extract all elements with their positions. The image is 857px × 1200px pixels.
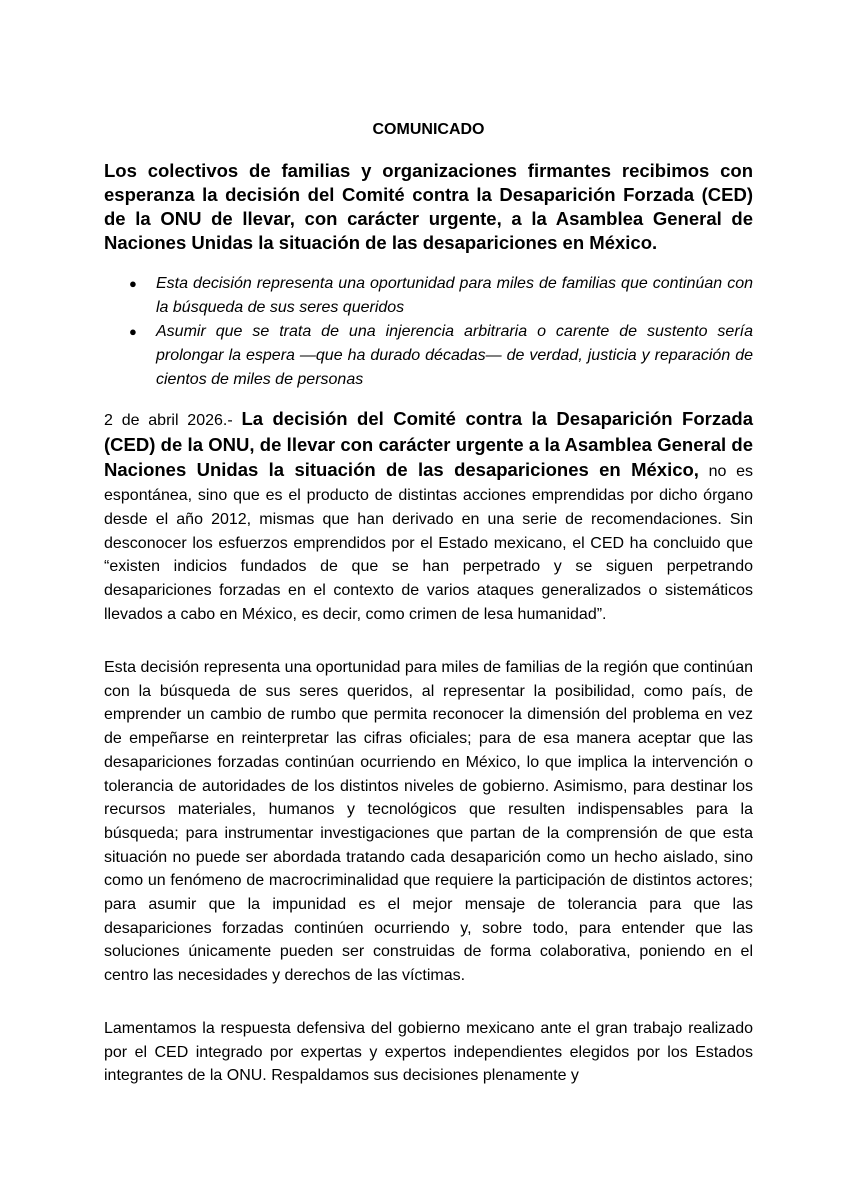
bullet-icon: ●: [129, 276, 137, 291]
paragraph-2: Esta decisión representa una oportunidad para miles de familias de la región que continúan con la búsqueda de sus seres queridos, al representar la posibilidad, como país, de emprender un cambio de rumbo que permita reconocer la dimensión del problema en vez de empeñarse en reinterpretar las cifras oficiales; para de esa manera aceptar que las desapariciones forzadas continúan ocurriendo en México, lo que implica la intervención o tolerancia de autoridades de los distintos niveles de gobierno. Asimismo, para destinar los recursos materiales, humanos y tecnológicos que resulten indispensables para la búsqueda; para instrumentar investigaciones que partan de la comprensión de que esta situación no puede ser abordada tratando cada desaparición como un hecho aislado, sino como un fenómeno de macrocriminalidad que requiere la participación de distintos actores; para asumir que la impunidad es el mejor mensaje de tolerancia para que las desapariciones forzadas continúen ocurriendo y, sobre todo, para entender que las soluciones únicamente pueden ser construidas de forma colaborativa, poniendo en el centro las necesidades y derechos de las víctimas.: [104, 659, 753, 985]
bullet-item: [104, 272, 753, 320]
bullet-text: Asumir que se trata de una injerencia arbitraria o carente de sustento sería prolongar la espera —que ha durado décadas— de verdad, justicia y reparación de cientos de miles de personas: [156, 323, 753, 388]
bullet-icon: ●: [129, 324, 137, 339]
bullet-text: Esta decisión representa una oportunidad para miles de familias que continúan con la búsqueda de sus seres queridos: [156, 275, 753, 316]
paragraph-1-bold: La decisión del Comité contra la Desaparición Forzada (CED) de la ONU, de llevar con carácter urgente a la Asamblea General de Naciones Unidas la situación de las desapariciones en México,: [104, 408, 753, 481]
document-title: COMUNICADO: [372, 121, 485, 138]
paragraph-3: Lamentamos la respuesta defensiva del gobierno mexicano ante el gran trabajo realizado por el CED integrado por expertas y expertos independientes elegidos por los Estados integrantes de la ONU. Respaldamos sus decisiones plenamente y: [104, 1020, 753, 1085]
bullet-list: [104, 272, 753, 392]
bullet-item: [104, 320, 753, 392]
paragraph-1: [104, 407, 753, 626]
lead-statement: Los colectivos de familias y organizaciones firmantes recibimos con esperanza la decisión del Comité contra la Desaparición Forzada (CED) de la ONU de llevar, con carácter urgente, a la Asamblea General de Naciones Unidas la situación de las desapariciones en México.: [104, 160, 753, 253]
date-label: 2 de abril 2026.-: [104, 412, 242, 429]
paragraph-1-body: no es espontánea, sino que es el producto de distintas acciones emprendidas por dicho órgano desde el año 2012, mismas que han derivado en una serie de recomendaciones. Sin desconocer los esfuerzos emprendidos por el Estado mexicano, el CED ha concluido que “existen indicios fundados de que se han perpetrado y se siguen perpetrando desapariciones forzadas en el contexto de varios ataques generalizados o sistemáticos llevados a cabo en México, es decir, como crimen de lesa humanidad”.: [104, 463, 753, 623]
